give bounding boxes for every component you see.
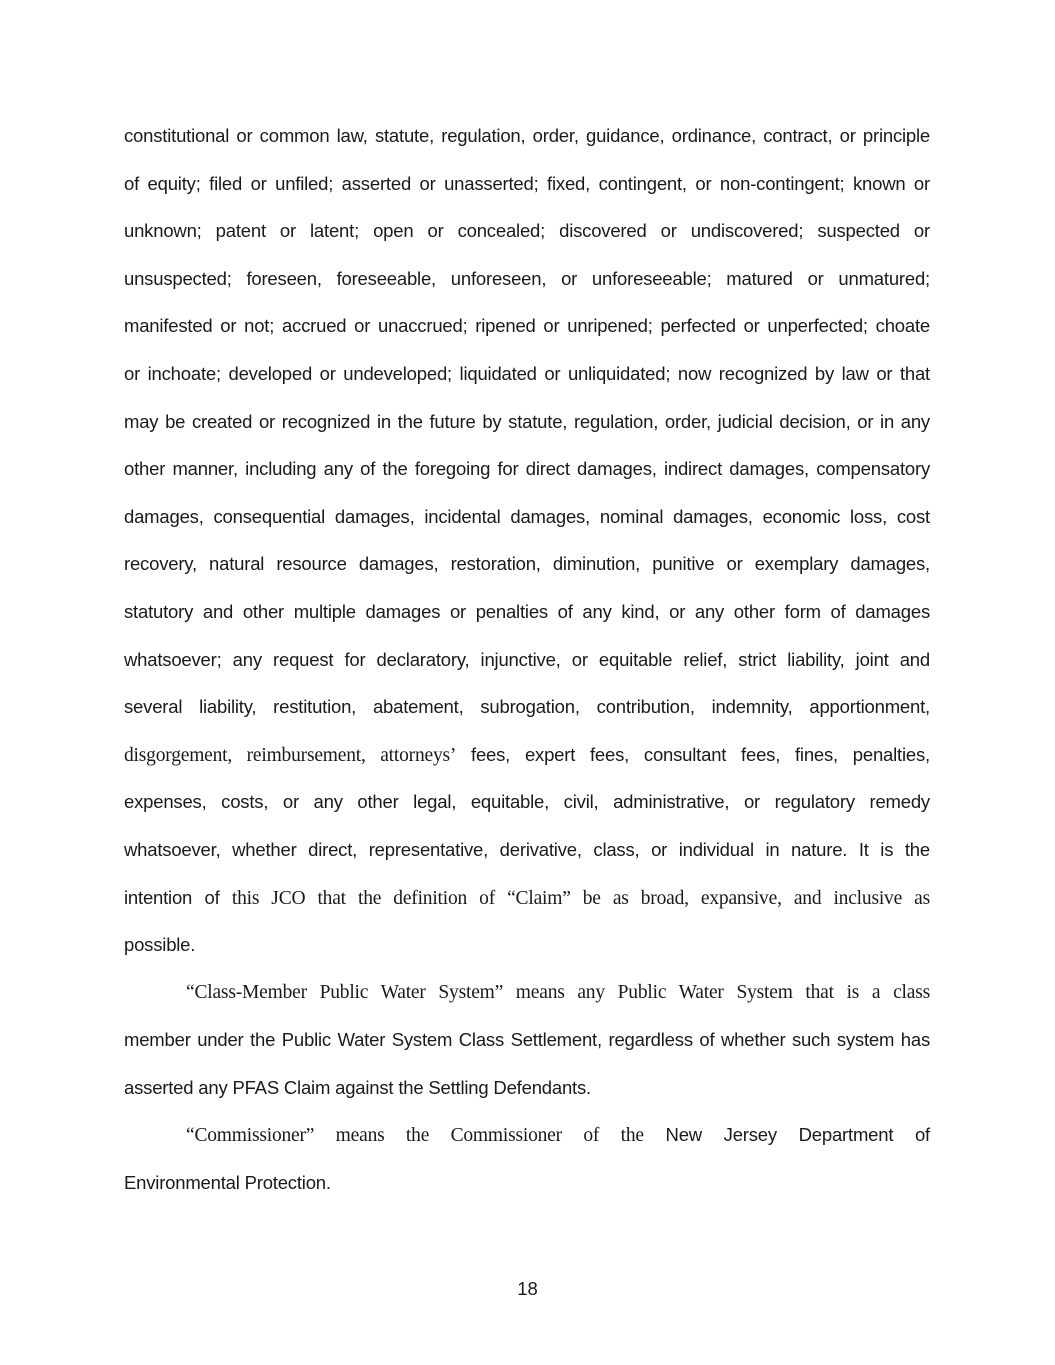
text-fragment-serif: “Commissioner” means the Commissioner of the bbox=[186, 1125, 644, 1147]
page-number: 18 bbox=[517, 1278, 538, 1299]
text-line: several liability, restitution, abatement, subrogation, contribution, indemnity, apportionment, bbox=[124, 696, 930, 718]
text-line: unknown; patent or latent; open or concealed; discovered or undiscovered; suspected or bbox=[124, 220, 930, 242]
text-line: expenses, costs, or any other legal, equitable, civil, administrative, or regulatory remedy bbox=[124, 791, 930, 813]
text-line bbox=[124, 880, 930, 928]
commissioner-definition-line bbox=[124, 1117, 930, 1165]
text-line bbox=[124, 737, 930, 785]
text-line: member under the Public Water System Class Settlement, regardless of whether such system has bbox=[124, 1029, 930, 1051]
class-member-definition-line: “Class-Member Public Water System” means any Public Water System that is a class bbox=[186, 981, 930, 1003]
text-fragment: New Jersey Department of bbox=[665, 1124, 930, 1146]
text-fragment-serif: this JCO that the definition of “Claim” be as broad, expansive, and inclusive as bbox=[231, 887, 930, 909]
text-line: Environmental Protection. bbox=[124, 1172, 331, 1194]
text-fragment: intention of bbox=[124, 886, 220, 908]
text-line: statutory and other multiple damages or penalties of any kind, or any other form of damages bbox=[124, 600, 930, 622]
text-line: constitutional or common law, statute, regulation, order, guidance, ordinance, contract, or principle bbox=[124, 125, 930, 146]
text-fragment-serif: disgorgement, reimbursement, attorneys’ bbox=[124, 744, 457, 766]
text-line: other manner, including any of the foregoing for direct damages, indirect damages, compensatory bbox=[124, 458, 930, 480]
text-line: or inchoate; developed or undeveloped; liquidated or unliquidated; now recognized by law or that bbox=[124, 362, 930, 384]
text-line: recovery, natural resource damages, restoration, diminution, punitive or exemplary damages, bbox=[124, 553, 930, 575]
text-line: possible. bbox=[124, 934, 196, 956]
text-fragment: fees, expert fees, consultant fees, fines, penalties, bbox=[471, 743, 930, 765]
text-line: of equity; filed or unfiled; asserted or unasserted; fixed, contingent, or non-contingent; known or bbox=[124, 172, 930, 194]
text-line: may be created or recognized in the future by statute, regulation, order, judicial decision, or in any bbox=[124, 410, 930, 432]
text-line: manifested or not; accrued or unaccrued; ripened or unripened; perfected or unperfected; choate bbox=[124, 315, 930, 337]
text-line: damages, consequential damages, incidental damages, nominal damages, economic loss, cost bbox=[124, 505, 930, 527]
document-body bbox=[124, 118, 930, 1213]
text-line: asserted any PFAS Claim against the Settling Defendants. bbox=[124, 1076, 591, 1098]
text-line: unsuspected; foreseen, foreseeable, unforeseen, or unforeseeable; matured or unmatured; bbox=[124, 267, 930, 289]
text-line: whatsoever, whether direct, representative, derivative, class, or individual in nature. It is the bbox=[124, 838, 930, 860]
text-line: whatsoever; any request for declaratory, injunctive, or equitable relief, strict liability, joint and bbox=[124, 648, 930, 670]
